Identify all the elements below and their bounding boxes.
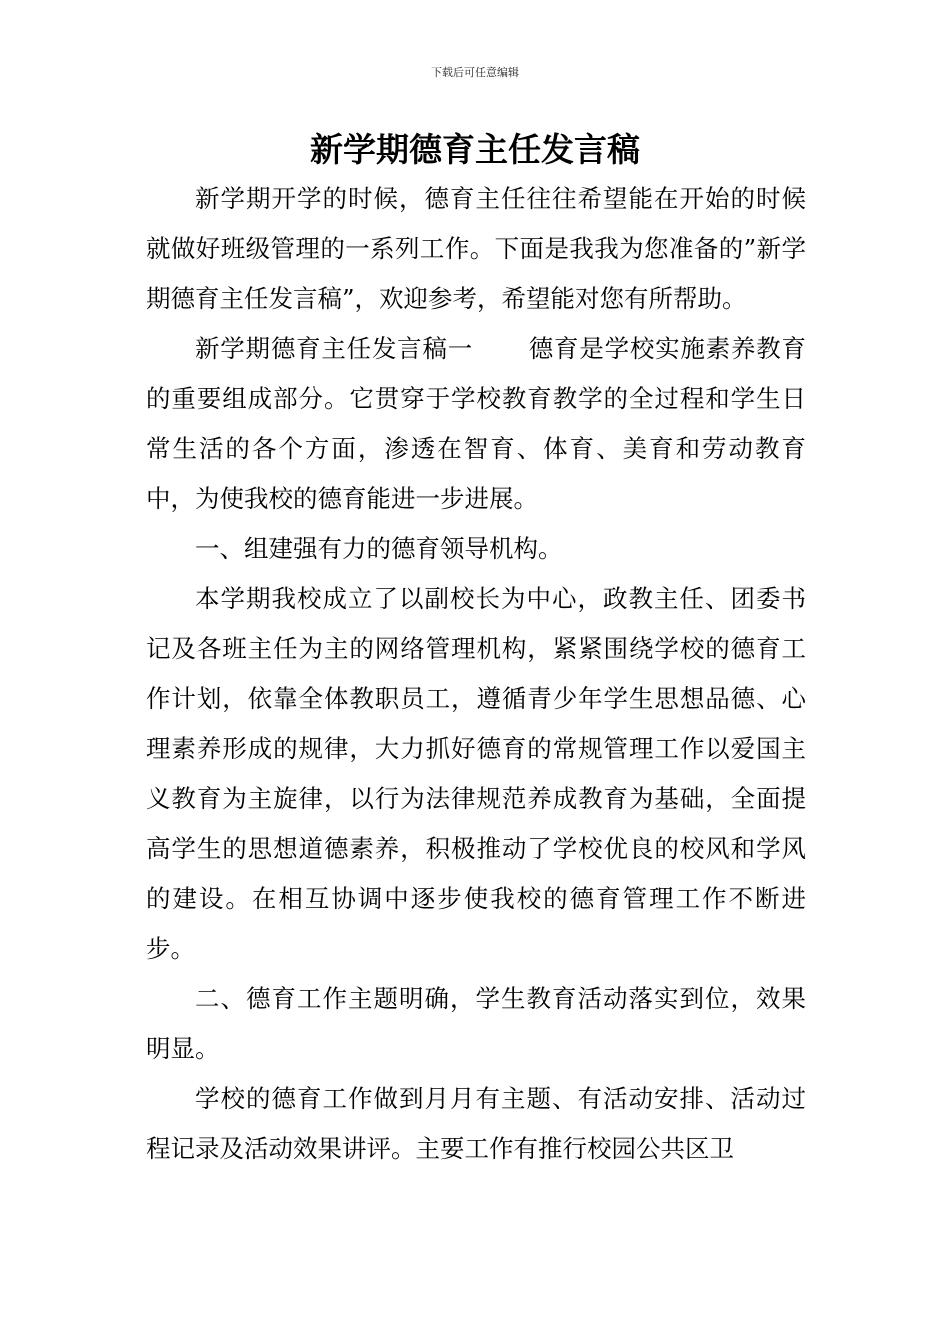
document-title: 新学期德育主任发言稿	[310, 130, 640, 169]
paragraph-speech-one	[146, 324, 806, 524]
paragraph-section-one-body: 本学期我校成立了以副校长为中心，政教主任、团委书记及各班主任为主的网络管理机构，紧紧围绕学校的德育工作计划，依靠全体教职员工，遵循青少年学生思想品德、心理素养形成的规律，大力抓好德育的常规管理工作以爱国主义教育为主旋律，以行为法律规范养成教育为基础，全面提高学生的思想道德素养，积极推动了学校优良的校风和学风的建设。在相互协调中逐步使我校的德育管理工作不断进步。	[146, 584, 806, 963]
section-two-heading: 二、德育工作主题明确，学生教育活动落实到位，效果明显。	[146, 984, 806, 1063]
paragraph-intro: 新学期开学的时候，德育主任往往希望能在开始的时候就做好班级管理的一系列工作。下面是我我为您准备的”新学期德育主任发言稿”，欢迎参考，希望能对您有所帮助。	[146, 184, 806, 313]
paragraph-section-two-body: 学校的德育工作做到月月有主题、有活动安排、活动过程记录及活动效果讲评。主要工作有推行校园公共区卫	[146, 1084, 806, 1163]
section-one-heading: 一、组建强有力的德育领导机构。	[195, 534, 563, 563]
header-note: 下载后可任意编辑	[431, 66, 519, 79]
speech-one-heading: 新学期德育主任发言稿一	[195, 334, 473, 363]
document-body	[146, 174, 806, 1174]
speech-one-opening: 德育是学校实施素养教育的重要组成部分。它贯穿于学校教育教学的全过程和学生日常生活的各个方面，渗透在智育、体育、美育和劳动教育中，为使我校的德育能进一步进展。	[146, 334, 806, 513]
